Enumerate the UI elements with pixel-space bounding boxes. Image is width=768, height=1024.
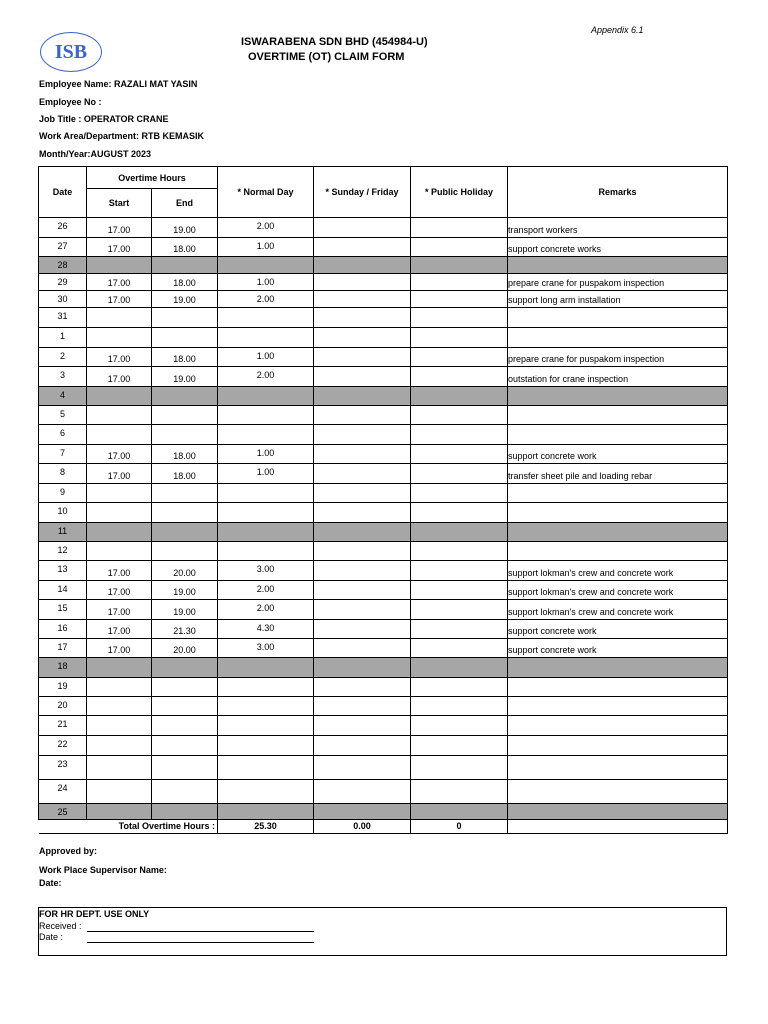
date-cell: 19 <box>39 677 87 697</box>
remarks-cell <box>508 308 728 328</box>
sunday-friday-cell <box>314 619 411 639</box>
end-cell <box>152 658 218 678</box>
table-row <box>39 347 728 367</box>
approved-by: Approved by: <box>39 846 98 856</box>
end-cell <box>152 522 218 541</box>
public-holiday-cell <box>411 386 508 405</box>
remarks-cell: outstation for crane inspection <box>508 367 728 387</box>
normal-day-cell: 2.00 <box>218 291 314 308</box>
normal-day-cell: 2.00 <box>218 218 314 238</box>
date-cell: 29 <box>39 274 87 291</box>
start-cell: 17.00 <box>87 580 152 600</box>
table-row <box>39 639 728 658</box>
end-cell: 20.00 <box>152 639 218 658</box>
date-cell: 9 <box>39 483 87 502</box>
end-cell: 19.00 <box>152 580 218 600</box>
public-holiday-cell <box>411 541 508 561</box>
sunday-friday-cell <box>314 218 411 238</box>
public-holiday-cell <box>411 464 508 484</box>
sunday-friday-cell <box>314 541 411 561</box>
sunday-friday-cell <box>314 677 411 697</box>
logo-text: ISB <box>54 40 88 63</box>
public-holiday-cell <box>411 425 508 445</box>
start-cell: 17.00 <box>87 367 152 387</box>
start-cell <box>87 658 152 678</box>
remarks-cell: prepare crane for puspakom inspection <box>508 274 728 291</box>
approval-date: Date: <box>39 878 62 888</box>
normal-day-cell <box>218 425 314 445</box>
normal-day-cell <box>218 697 314 716</box>
start-cell <box>87 257 152 274</box>
date-cell: 30 <box>39 291 87 308</box>
end-cell: 19.00 <box>152 291 218 308</box>
public-holiday-cell <box>411 502 508 522</box>
normal-day-cell <box>218 779 314 803</box>
header-start: Start <box>87 189 152 218</box>
table-row <box>39 308 728 328</box>
normal-day-cell: 1.00 <box>218 464 314 484</box>
normal-day-cell: 2.00 <box>218 600 314 620</box>
date-cell: 26 <box>39 218 87 238</box>
start-cell <box>87 308 152 328</box>
public-holiday-cell <box>411 237 508 257</box>
public-holiday-cell <box>411 561 508 581</box>
employee-name: Employee Name: RAZALI MAT YASIN <box>39 79 198 89</box>
remarks-cell: support concrete work <box>508 639 728 658</box>
header-normal-day: * Normal Day <box>218 167 314 218</box>
header-date: Date <box>39 167 87 218</box>
start-cell <box>87 735 152 755</box>
table-row <box>39 425 728 445</box>
remarks-cell <box>508 779 728 803</box>
sunday-friday-cell <box>314 755 411 779</box>
public-holiday-cell <box>411 803 508 819</box>
start-cell: 17.00 <box>87 619 152 639</box>
table-row <box>39 328 728 348</box>
table-row <box>39 464 728 484</box>
remarks-cell <box>508 803 728 819</box>
public-holiday-cell <box>411 755 508 779</box>
remarks-cell <box>508 425 728 445</box>
table-row <box>39 619 728 639</box>
start-cell <box>87 779 152 803</box>
overtime-table <box>38 166 728 834</box>
public-holiday-cell <box>411 328 508 348</box>
public-holiday-cell <box>411 735 508 755</box>
public-holiday-cell <box>411 291 508 308</box>
normal-day-cell: 3.00 <box>218 639 314 658</box>
date-cell: 2 <box>39 347 87 367</box>
date-cell: 12 <box>39 541 87 561</box>
remarks-cell <box>508 405 728 425</box>
appendix-label: Appendix 6.1 <box>591 25 644 35</box>
end-cell <box>152 779 218 803</box>
start-cell <box>87 541 152 561</box>
public-holiday-cell <box>411 697 508 716</box>
date-cell: 28 <box>39 257 87 274</box>
table-row <box>39 561 728 581</box>
sunday-friday-cell <box>314 347 411 367</box>
table-row <box>39 405 728 425</box>
date-cell: 4 <box>39 386 87 405</box>
sunday-friday-cell <box>314 386 411 405</box>
start-cell <box>87 405 152 425</box>
sunday-friday-cell <box>314 561 411 581</box>
end-cell: 20.00 <box>152 561 218 581</box>
start-cell <box>87 697 152 716</box>
normal-day-cell <box>218 502 314 522</box>
hr-received-line <box>87 931 314 932</box>
end-cell: 18.00 <box>152 274 218 291</box>
end-cell <box>152 541 218 561</box>
table-row <box>39 367 728 387</box>
start-cell: 17.00 <box>87 237 152 257</box>
date-cell: 11 <box>39 522 87 541</box>
remarks-cell <box>508 697 728 716</box>
sunday-friday-cell <box>314 291 411 308</box>
remarks-cell <box>508 755 728 779</box>
remarks-cell: support lokman's crew and concrete work <box>508 561 728 581</box>
normal-day-cell <box>218 308 314 328</box>
public-holiday-cell <box>411 347 508 367</box>
normal-day-cell: 1.00 <box>218 444 314 464</box>
hr-title: FOR HR DEPT. USE ONLY <box>39 909 150 919</box>
normal-day-cell <box>218 257 314 274</box>
normal-day-cell: 2.00 <box>218 367 314 387</box>
public-holiday-cell <box>411 367 508 387</box>
sunday-friday-cell <box>314 237 411 257</box>
date-cell: 3 <box>39 367 87 387</box>
remarks-cell <box>508 502 728 522</box>
company-name: ISWARABENA SDN BHD (454984-U) <box>241 36 428 48</box>
end-cell: 21.30 <box>152 619 218 639</box>
sunday-friday-cell <box>314 658 411 678</box>
start-cell <box>87 755 152 779</box>
date-cell: 14 <box>39 580 87 600</box>
date-cell: 7 <box>39 444 87 464</box>
table-row <box>39 502 728 522</box>
public-holiday-cell <box>411 677 508 697</box>
sunday-friday-cell <box>314 580 411 600</box>
end-cell: 19.00 <box>152 600 218 620</box>
remarks-cell <box>508 735 728 755</box>
public-holiday-cell <box>411 658 508 678</box>
public-holiday-cell <box>411 639 508 658</box>
date-cell: 31 <box>39 308 87 328</box>
remarks-cell <box>508 677 728 697</box>
public-holiday-cell <box>411 274 508 291</box>
table-row <box>39 218 728 238</box>
remarks-cell: prepare crane for puspakom inspection <box>508 347 728 367</box>
normal-day-cell <box>218 658 314 678</box>
table-row <box>39 735 728 755</box>
sunday-friday-cell <box>314 697 411 716</box>
table-row <box>39 237 728 257</box>
remarks-cell: transport workers <box>508 218 728 238</box>
table-row <box>39 541 728 561</box>
normal-day-cell <box>218 483 314 502</box>
date-cell: 1 <box>39 328 87 348</box>
table-row <box>39 291 728 308</box>
remarks-cell <box>508 257 728 274</box>
start-cell: 17.00 <box>87 347 152 367</box>
start-cell <box>87 328 152 348</box>
form-title: OVERTIME (OT) CLAIM FORM <box>248 51 405 63</box>
remarks-cell <box>508 328 728 348</box>
end-cell <box>152 405 218 425</box>
end-cell <box>152 803 218 819</box>
remarks-cell <box>508 716 728 736</box>
month-year: Month/Year:AUGUST 2023 <box>39 149 152 159</box>
header-remarks: Remarks <box>508 167 728 218</box>
sunday-friday-cell <box>314 735 411 755</box>
end-cell: 18.00 <box>152 464 218 484</box>
date-cell: 17 <box>39 639 87 658</box>
remarks-cell <box>508 386 728 405</box>
start-cell <box>87 716 152 736</box>
hr-use-box <box>38 907 727 956</box>
public-holiday-cell <box>411 779 508 803</box>
table-row <box>39 658 728 678</box>
start-cell <box>87 483 152 502</box>
sunday-friday-cell <box>314 444 411 464</box>
start-cell: 17.00 <box>87 600 152 620</box>
table-row <box>39 755 728 779</box>
header-end: End <box>152 189 218 218</box>
table-row <box>39 483 728 502</box>
start-cell <box>87 502 152 522</box>
normal-day-cell <box>218 405 314 425</box>
date-cell: 6 <box>39 425 87 445</box>
end-cell: 19.00 <box>152 218 218 238</box>
sunday-friday-cell <box>314 274 411 291</box>
table-row <box>39 257 728 274</box>
sunday-friday-cell <box>314 600 411 620</box>
total-normal-day: 25.30 <box>218 819 314 833</box>
sunday-friday-cell <box>314 308 411 328</box>
normal-day-cell <box>218 386 314 405</box>
table-row <box>39 779 728 803</box>
table-row <box>39 274 728 291</box>
normal-day-cell: 4.30 <box>218 619 314 639</box>
header-public-holiday: * Public Holiday <box>411 167 508 218</box>
start-cell <box>87 386 152 405</box>
normal-day-cell <box>218 522 314 541</box>
total-row <box>39 819 728 833</box>
sunday-friday-cell <box>314 639 411 658</box>
sunday-friday-cell <box>314 716 411 736</box>
table-row <box>39 803 728 819</box>
normal-day-cell <box>218 755 314 779</box>
public-holiday-cell <box>411 218 508 238</box>
sunday-friday-cell <box>314 803 411 819</box>
end-cell: 18.00 <box>152 347 218 367</box>
hr-received-label: Received : <box>39 921 82 931</box>
header-sunday-friday: * Sunday / Friday <box>314 167 411 218</box>
remarks-cell: transfer sheet pile and loading rebar <box>508 464 728 484</box>
public-holiday-cell <box>411 483 508 502</box>
end-cell: 18.00 <box>152 444 218 464</box>
date-cell: 16 <box>39 619 87 639</box>
remarks-cell <box>508 522 728 541</box>
end-cell <box>152 677 218 697</box>
normal-day-cell <box>218 328 314 348</box>
table-row <box>39 697 728 716</box>
remarks-cell: support long arm installation <box>508 291 728 308</box>
table-row <box>39 386 728 405</box>
end-cell <box>152 502 218 522</box>
end-cell <box>152 328 218 348</box>
remarks-cell: support lokman's crew and concrete work <box>508 600 728 620</box>
job-title: Job Title : OPERATOR CRANE <box>39 114 169 124</box>
date-cell: 24 <box>39 779 87 803</box>
table-row <box>39 677 728 697</box>
start-cell: 17.00 <box>87 561 152 581</box>
end-cell <box>152 697 218 716</box>
normal-day-cell: 1.00 <box>218 237 314 257</box>
sunday-friday-cell <box>314 367 411 387</box>
remarks-cell <box>508 541 728 561</box>
normal-day-cell: 3.00 <box>218 561 314 581</box>
remarks-cell: support concrete works <box>508 237 728 257</box>
public-holiday-cell <box>411 405 508 425</box>
total-sunday-friday: 0.00 <box>314 819 411 833</box>
remarks-cell <box>508 483 728 502</box>
public-holiday-cell <box>411 600 508 620</box>
normal-day-cell: 2.00 <box>218 580 314 600</box>
total-label: Total Overtime Hours : <box>87 819 218 833</box>
isb-logo <box>40 32 102 72</box>
hr-date-label: Date : <box>39 932 64 942</box>
date-cell: 15 <box>39 600 87 620</box>
normal-day-cell: 1.00 <box>218 347 314 367</box>
sunday-friday-cell <box>314 425 411 445</box>
date-cell: 5 <box>39 405 87 425</box>
end-cell <box>152 257 218 274</box>
date-cell: 18 <box>39 658 87 678</box>
start-cell: 17.00 <box>87 464 152 484</box>
hr-date-line <box>87 942 314 943</box>
date-cell: 8 <box>39 464 87 484</box>
normal-day-cell <box>218 735 314 755</box>
sunday-friday-cell <box>314 483 411 502</box>
sunday-friday-cell <box>314 502 411 522</box>
public-holiday-cell <box>411 580 508 600</box>
table-row <box>39 522 728 541</box>
remarks-cell: support lokman's crew and concrete work <box>508 580 728 600</box>
normal-day-cell <box>218 716 314 736</box>
date-cell: 23 <box>39 755 87 779</box>
sunday-friday-cell <box>314 328 411 348</box>
date-cell: 27 <box>39 237 87 257</box>
end-cell: 19.00 <box>152 367 218 387</box>
table-row <box>39 580 728 600</box>
public-holiday-cell <box>411 444 508 464</box>
header-overtime-hours: Overtime Hours <box>87 167 218 189</box>
normal-day-cell <box>218 541 314 561</box>
date-cell: 20 <box>39 697 87 716</box>
remarks-cell: support concrete work <box>508 444 728 464</box>
employee-no: Employee No : <box>39 97 102 107</box>
end-cell: 18.00 <box>152 237 218 257</box>
end-cell <box>152 425 218 445</box>
end-cell <box>152 716 218 736</box>
start-cell: 17.00 <box>87 639 152 658</box>
end-cell <box>152 308 218 328</box>
sunday-friday-cell <box>314 779 411 803</box>
normal-day-cell <box>218 677 314 697</box>
start-cell: 17.00 <box>87 218 152 238</box>
sunday-friday-cell <box>314 522 411 541</box>
normal-day-cell <box>218 803 314 819</box>
public-holiday-cell <box>411 619 508 639</box>
start-cell <box>87 522 152 541</box>
remarks-cell: support concrete work <box>508 619 728 639</box>
sunday-friday-cell <box>314 464 411 484</box>
table-row <box>39 444 728 464</box>
sunday-friday-cell <box>314 257 411 274</box>
start-cell <box>87 803 152 819</box>
supervisor-name: Work Place Supervisor Name: <box>39 865 167 875</box>
end-cell <box>152 483 218 502</box>
public-holiday-cell <box>411 257 508 274</box>
end-cell <box>152 735 218 755</box>
total-public-holiday: 0 <box>411 819 508 833</box>
table-row <box>39 716 728 736</box>
start-cell: 17.00 <box>87 291 152 308</box>
date-cell: 10 <box>39 502 87 522</box>
public-holiday-cell <box>411 716 508 736</box>
end-cell <box>152 755 218 779</box>
end-cell <box>152 386 218 405</box>
date-cell: 13 <box>39 561 87 581</box>
public-holiday-cell <box>411 308 508 328</box>
start-cell: 17.00 <box>87 274 152 291</box>
work-area: Work Area/Department: RTB KEMASIK <box>39 131 205 141</box>
date-cell: 25 <box>39 803 87 819</box>
public-holiday-cell <box>411 522 508 541</box>
normal-day-cell: 1.00 <box>218 274 314 291</box>
start-cell: 17.00 <box>87 444 152 464</box>
start-cell <box>87 677 152 697</box>
table-row <box>39 600 728 620</box>
sunday-friday-cell <box>314 405 411 425</box>
remarks-cell <box>508 658 728 678</box>
date-cell: 22 <box>39 735 87 755</box>
date-cell: 21 <box>39 716 87 736</box>
start-cell <box>87 425 152 445</box>
